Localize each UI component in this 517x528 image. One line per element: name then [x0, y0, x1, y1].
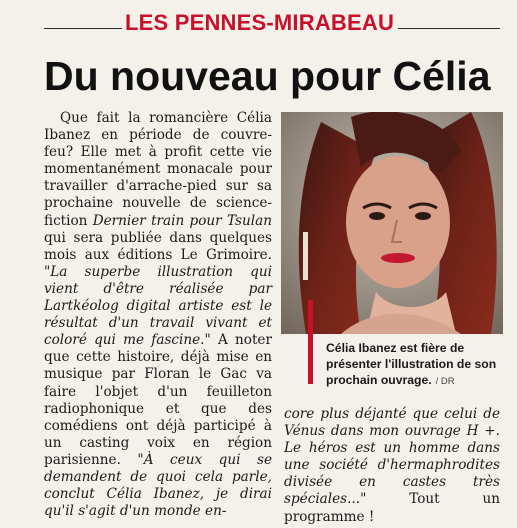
article-headline: Du nouveau pour Célia [44, 53, 491, 99]
photo-credit: / DR [435, 376, 455, 387]
text-run: Que fait la romancière Célia Ibanez en période de couvre-feu? Elle met à profit cette vie momentanément monacale pour travailler d'arrache-pied sur sa prochaine nouvelle de science-fiction [44, 110, 272, 229]
portrait-illustration [281, 112, 503, 334]
article-body-column-right [284, 406, 500, 526]
article-paragraph [44, 110, 272, 520]
text-run: À ceux qui se demandent de quoi cela parle, conclut Célia Ibanez, je dirai qu'il s'agit d'un monde en- [44, 451, 272, 520]
text-run: La superbe illustration qui vient d'être réalisée par Lartkéolog digital artiste est le résultat d'un travail vivant et coloré qui me fascine. [44, 263, 272, 349]
photo-caption [326, 340, 516, 390]
kicker-rule-left [44, 28, 122, 29]
caption-accent-bar [308, 300, 313, 384]
text-run: " Tout un programme ! [284, 491, 500, 525]
text-run: core plus déjanté que celui de Vénus dans mon ouvrage H +. Le héros est un homme dans une société d'hermaphrodites divisée en castes très spéciales... [284, 406, 500, 508]
kicker-rule-right [398, 28, 500, 29]
kicker-row [0, 6, 517, 36]
caption-text: Célia Ibanez est fière de présenter l'illustration de son prochain ouvrage. [326, 341, 497, 387]
text-run: " A noter que cette histoire, déjà mise en musique par Floran le Gac va faire l'objet d'un feuilleton radiophonique et que des comédiens ont déjà participé à un casting voix en région parisienne. " [44, 332, 272, 468]
section-kicker: LES PENNES-MIRABEAU [125, 10, 395, 35]
text-run: qui sera publiée dans quelques mois aux éditions Le Grimoire. " [44, 229, 272, 280]
article-body-column-left [44, 110, 272, 520]
article-photo [281, 112, 503, 334]
text-run: Dernier train pour Tsulan [92, 212, 272, 229]
article-paragraph-continued [284, 406, 500, 526]
